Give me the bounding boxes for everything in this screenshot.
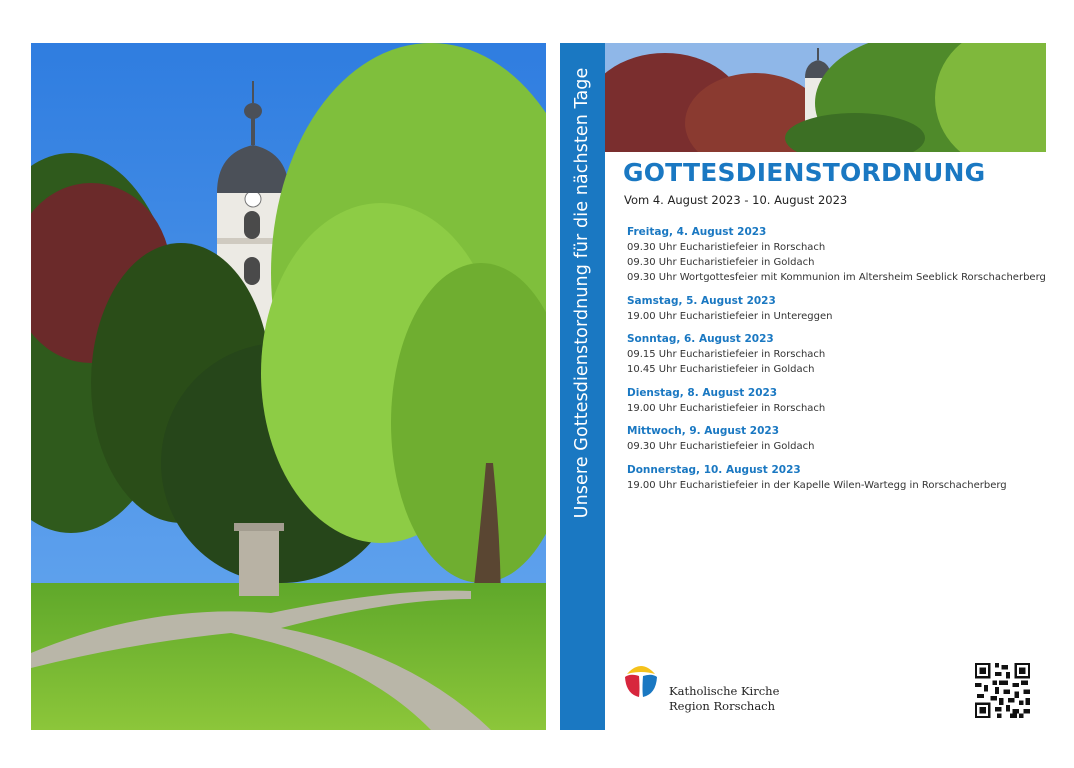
day-title: Dienstag, 8. August 2023	[627, 386, 778, 399]
day-title: Samstag, 5. August 2023	[627, 294, 776, 307]
flyer-page	[560, 43, 1046, 730]
event-item: 10.45 Uhr Eucharistiefeier in Goldach	[627, 364, 815, 375]
qr-code-icon[interactable]	[975, 663, 1030, 718]
org-line-1: Katholische Kirche	[669, 684, 780, 698]
event-item: 09.30 Uhr Eucharistiefeier in Goldach	[627, 257, 815, 268]
day-title: Sonntag, 6. August 2023	[627, 333, 774, 345]
schedule-day	[627, 225, 1046, 285]
event-item: 19.00 Uhr Eucharistiefeier in Rorschach	[627, 402, 826, 414]
org-line-2: Region Rorschach	[669, 699, 776, 713]
schedule-day	[627, 424, 1037, 454]
church-logo-icon	[622, 660, 660, 698]
side-vertical-text: Unsere Gottesdienstordnung für die nächsten Tage	[572, 67, 592, 519]
page-title: GOTTESDIENSTORDNUNG	[623, 158, 986, 187]
schedule-list	[627, 225, 1046, 501]
schedule-day	[627, 463, 1037, 493]
organization-name	[669, 684, 779, 714]
event-item: 19.00 Uhr Eucharistiefeier in der Kapelle Wilen-Wartegg in Rorschacherberg	[627, 479, 1007, 491]
event-item: 09.30 Uhr Wortgottesfeier mit Kommunion im Altersheim Seeblick Rorschacherberg	[627, 272, 1046, 283]
day-title: Mittwoch, 9. August 2023	[627, 425, 780, 437]
church-garden-photo	[31, 43, 546, 730]
event-item: 09.15 Uhr Eucharistiefeier in Rorschach	[627, 349, 826, 360]
event-item: 19.00 Uhr Eucharistiefeier in Untereggen	[627, 310, 833, 322]
schedule-day	[627, 332, 1037, 377]
schedule-day	[627, 386, 1037, 416]
schedule-day	[627, 294, 1037, 324]
event-item: 09.30 Uhr Eucharistiefeier in Rorschach	[627, 242, 826, 253]
day-title: Donnerstag, 10. August 2023	[627, 463, 801, 476]
church-tower-photo	[605, 43, 1046, 152]
event-item: 09.30 Uhr Eucharistiefeier in Goldach	[627, 441, 815, 452]
date-range: Vom 4. August 2023 - 10. August 2023	[624, 193, 848, 207]
day-title: Freitag, 4. August 2023	[627, 226, 767, 238]
